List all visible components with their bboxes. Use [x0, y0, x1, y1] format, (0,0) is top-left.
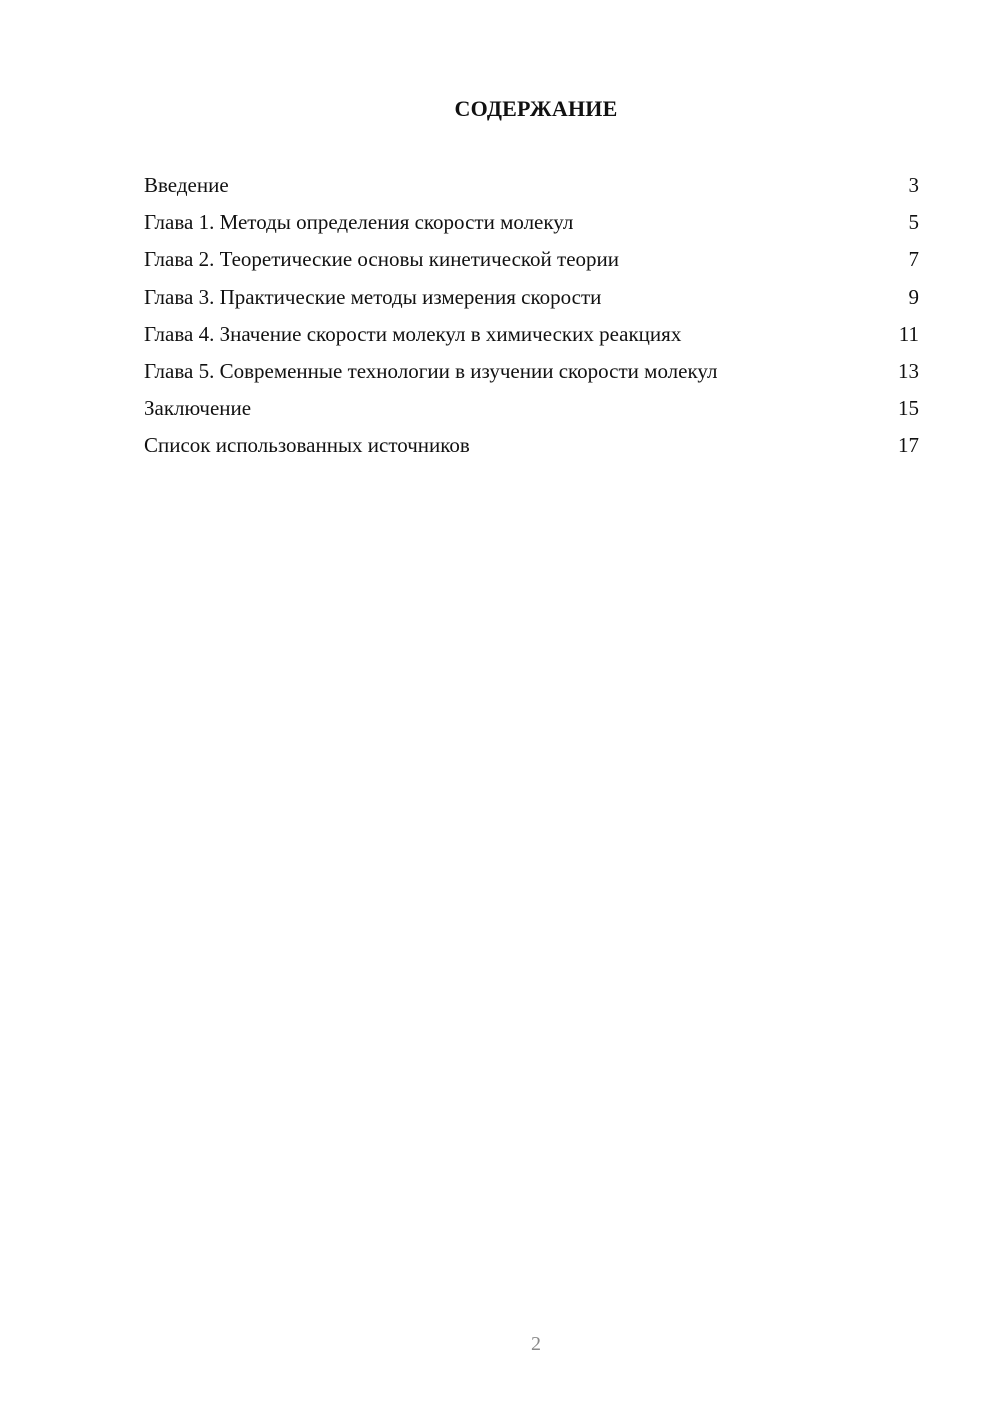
toc-entry-label: Глава 5. Современные технологии в изучении скорости молекул [144, 358, 718, 383]
toc-entry [144, 356, 919, 393]
toc-entry-page: 3 [908, 173, 919, 197]
page-title: СОДЕРЖАНИЕ [454, 96, 618, 121]
toc-entry-label: Глава 3. Практические методы измерения скорости [144, 284, 602, 309]
page-number: 2 [531, 1333, 541, 1355]
toc-entry [144, 244, 919, 281]
toc-entry-page: 17 [898, 433, 919, 458]
toc-entry-label: Глава 2. Теоретические основы кинетической теории [144, 247, 619, 272]
toc-entry-page: 9 [908, 284, 919, 309]
toc-entry [144, 430, 919, 467]
toc-entry [144, 319, 919, 356]
toc-entry [144, 170, 919, 207]
toc-entry [144, 393, 919, 430]
toc-entry-label: Заключение [144, 396, 252, 421]
toc-entry-page: 5 [908, 210, 919, 235]
toc-entry-page: 13 [898, 358, 919, 383]
toc-entry-label: Введение [144, 173, 229, 197]
toc-entry-label: Глава 4. Значение скорости молекул в химических реакциях [144, 321, 682, 346]
toc-entry-label: Глава 1. Методы определения скорости молекул [144, 210, 574, 235]
toc-entry [144, 207, 919, 244]
table-of-contents [144, 170, 919, 468]
toc-entry-page: 11 [898, 321, 919, 346]
toc-entry-page: 7 [908, 247, 919, 272]
toc-entry-label: Список использованных источников [144, 433, 470, 458]
toc-entry-page: 15 [898, 396, 919, 421]
toc-entry [144, 282, 919, 319]
